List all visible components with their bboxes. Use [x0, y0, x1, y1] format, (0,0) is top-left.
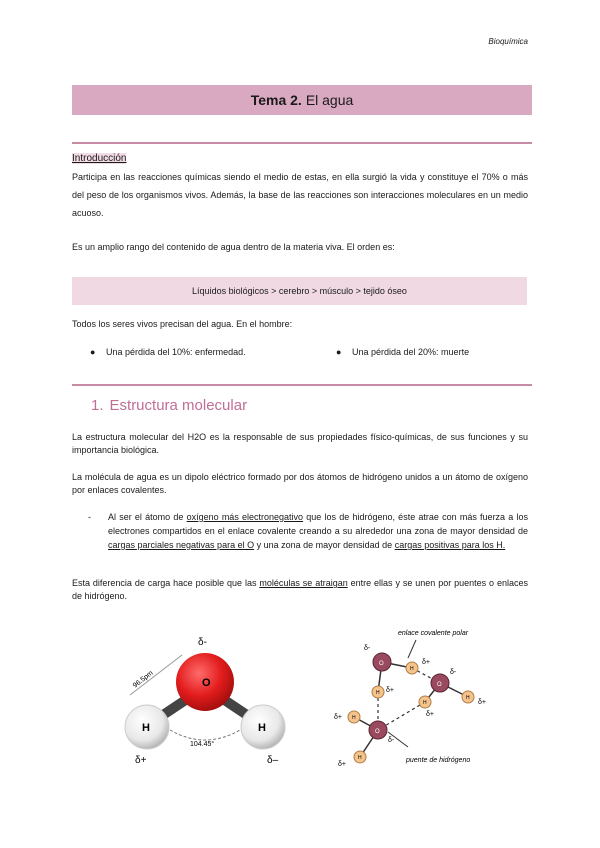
pointer-line: [408, 640, 416, 658]
delta-plus-label: δ+: [135, 755, 147, 766]
hydrogen-label: H: [358, 755, 362, 761]
page-title: [72, 85, 532, 115]
delta-minus-label: δ-: [198, 637, 207, 648]
covalent-bond-label: enlace covalente polar: [398, 630, 469, 637]
hydrogen-label: H: [258, 722, 266, 734]
subject-header: Bioquímica: [488, 37, 528, 46]
delta-plus-label: δ+: [422, 659, 430, 666]
oxygen-label: O: [375, 729, 380, 735]
divider: [72, 384, 532, 386]
delta-plus-label: δ+: [386, 687, 394, 694]
section-number: 1.: [91, 397, 104, 414]
intro-paragraph: Participa en las reacciones químicas siendo el medio de estas, en ella surgió la vida y constituye el 70% o más del peso de los organismos vivos. Además, la base de las reacciones son interacciones moleculares en un medio acuoso.: [72, 172, 528, 218]
delta-plus-label: δ+: [334, 714, 342, 721]
section-heading: [91, 397, 247, 414]
divider: [72, 142, 532, 144]
delta-minus-label: δ–: [267, 755, 279, 766]
intro-paragraph-2: Es un amplio rango del contenido de agua dentro de la materia viva. El orden es:: [72, 242, 395, 252]
underlined-text: cargas positivas para los H.: [394, 540, 506, 550]
hydrogen-label: H: [376, 690, 380, 696]
delta-plus-label: δ+: [478, 699, 486, 706]
hydrogen-bond-figure: [328, 620, 508, 770]
dipole-paragraph: La molécula de agua es un dipolo eléctrico formado por dos átomos de hidrógeno unidos a un átomo de oxígeno por enlaces covalentes.: [72, 472, 528, 495]
hydrogen-label: H: [466, 695, 470, 701]
underlined-text: oxígeno más electronegativo: [186, 512, 304, 522]
section-title: Estructura molecular: [109, 397, 248, 414]
delta-minus-label: δ-: [388, 737, 395, 744]
delta-minus-label: δ-: [450, 669, 457, 676]
oxygen-label: O: [202, 677, 211, 689]
bond-length-label: 96.5pm: [131, 669, 155, 690]
hydrogen-label: H: [142, 722, 150, 734]
hydrogen-label: H: [423, 700, 427, 706]
list-item: [88, 510, 528, 552]
intro-paragraph-3: Todos los seres vivos precisan del agua. En el hombre:: [72, 319, 293, 329]
title-text: El agua: [305, 92, 354, 108]
hydrogen-label: H: [410, 666, 414, 672]
dash-text: Al ser el átomo de oxígeno más electronegativo que los de hidrógeno, éste atrae con más fuerza a los electrones compartidos en el enlace covalente creando a su alrededor una zona de mayor densidad de cargas parciales negativas para el O y una zona de mayor densidad de cargas positivas para los H.: [108, 512, 528, 550]
delta-plus-label: δ+: [426, 711, 434, 718]
intro-heading: Introducción: [72, 153, 127, 164]
angle-arc: [170, 730, 240, 740]
underlined-text: moléculas se atraigan: [259, 578, 348, 588]
bullet-text: Una pérdida del 20%: muerte: [352, 347, 470, 357]
angle-label: 104.45°: [190, 741, 215, 748]
oxygen-label: O: [437, 682, 442, 688]
hbond-paragraph: Esta diferencia de carga hace posible que las moléculas se atraigan entre ellas y se unen por puentes o enlaces de hidrógeno.: [72, 578, 528, 601]
structure-paragraph: La estructura molecular del H2O es la responsable de sus propiedades físico-químicas, de sus funciones y su importancia biológica.: [72, 432, 528, 455]
hydrogen-bond-label: puente de hidrógeno: [406, 757, 471, 764]
underlined-text: cargas parciales negativas para el O: [108, 540, 255, 550]
list-item: [90, 347, 246, 357]
title-number: Tema 2.: [250, 92, 302, 108]
bond-length-line: [130, 655, 182, 695]
list-item: [336, 347, 469, 357]
order-box: Líquidos biológicos > cerebro > músculo > tejido óseo: [72, 277, 527, 305]
dash-marker: -: [88, 512, 91, 522]
bullet-text: Una pérdida del 10%: enfermedad.: [106, 347, 246, 357]
delta-plus-label: δ+: [338, 761, 346, 768]
bullet-dot: ●: [336, 347, 342, 357]
water-molecule-figure: [110, 625, 310, 775]
oxygen-label: O: [379, 661, 384, 667]
bullet-dot: ●: [90, 347, 96, 357]
hydrogen-label: H: [352, 715, 356, 721]
delta-minus-label: δ-: [364, 645, 371, 652]
